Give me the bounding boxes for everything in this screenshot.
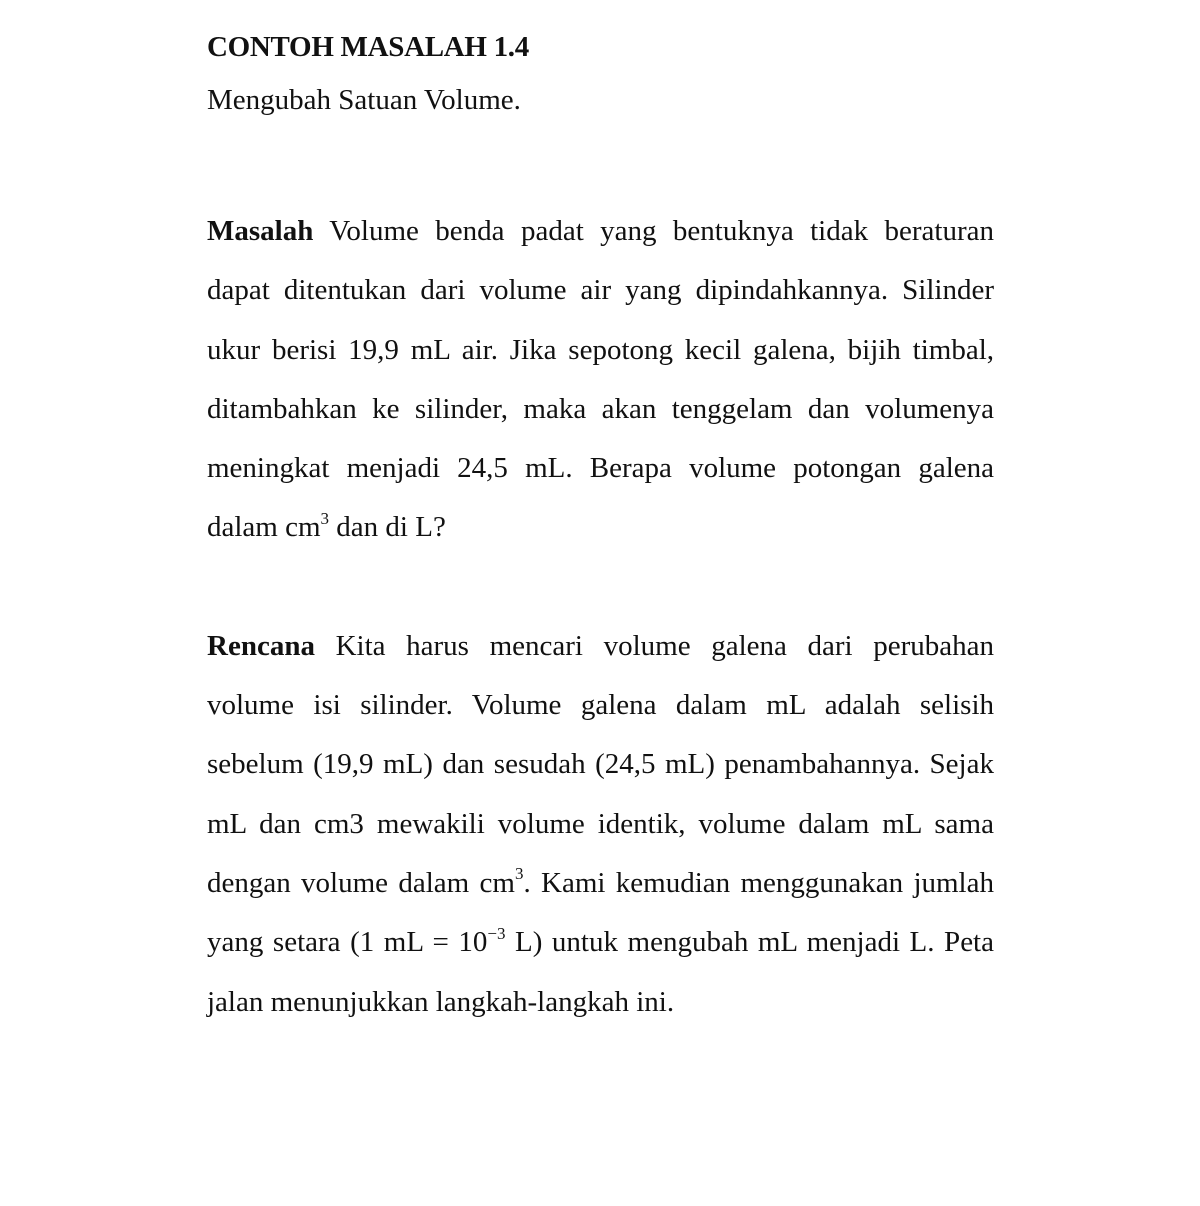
problem-text: Volume benda padat yang bentuknya tidak beraturan dapat ditentukan dari volume air yang dipindahkannya. Silinder ukur berisi 19,9 mL air. Jika sepotong kecil galena, bijih timbal, ditambahkan ke silinder, maka akan tenggelam dan volumenya meningkat menjadi 24,5 mL. Berapa volume potongan galena dalam cm	[207, 215, 994, 544]
plan-text-part-1: Kita harus mencari volume galena dari perubahan volume isi silinder. Volume galena dalam mL adalah selisih sebelum (19,9 mL) dan sesudah (24,5 mL) penambahannya. Sejak mL dan cm3 mewakili volume identik, volume dalam mL sama dengan volume dalam cm	[207, 629, 994, 899]
plan-superscript-2: −3	[487, 923, 506, 943]
plan-paragraph	[207, 617, 994, 1032]
plan-text-part-2: . Kami kemudian menggunakan jumlah yang setara (1 mL = 10	[207, 866, 994, 959]
example-heading: CONTOH MASALAH 1.4	[207, 31, 529, 63]
plan-superscript-1: 3	[514, 864, 524, 884]
example-subheading: Mengubah Satuan Volume.	[207, 84, 521, 116]
problem-label: Masalah	[207, 215, 314, 247]
problem-text-end: dan di L?	[329, 511, 446, 544]
plan-text-part-3: L) untuk mengubah mL menjadi L. Peta jalan menunjukkan langkah-langkah ini.	[207, 926, 994, 1018]
document-page	[207, 22, 994, 1032]
problem-paragraph	[207, 202, 994, 558]
plan-label: Rencana	[207, 629, 315, 662]
problem-superscript: 3	[320, 508, 330, 528]
